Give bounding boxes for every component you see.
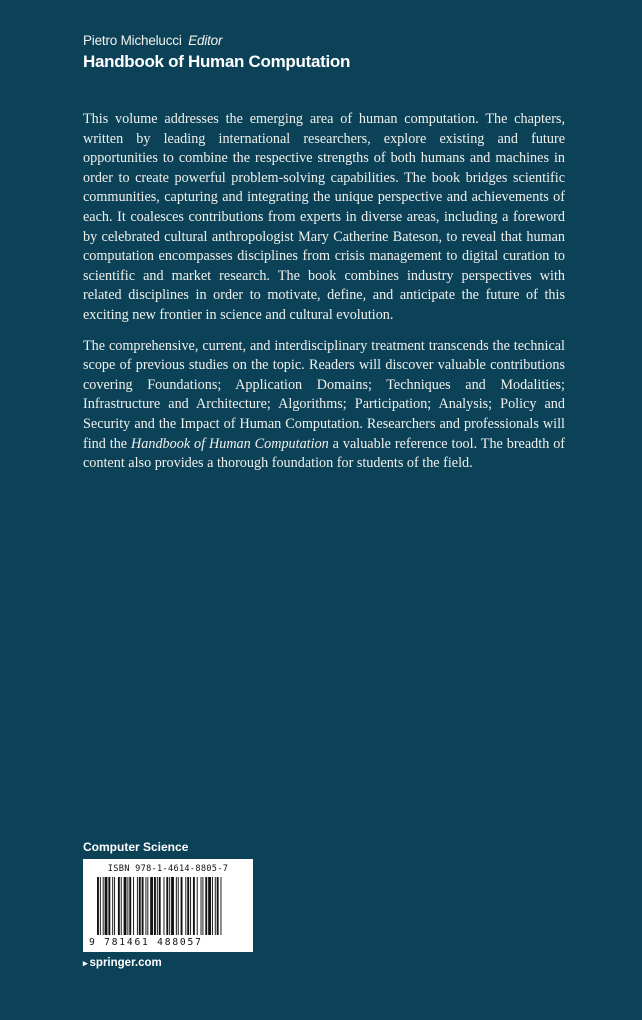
description-paragraph-1: This volume addresses the emerging area of human computation. The chapters, written by leading international researchers, explore existing and future opportunities to combine the respective strengths of both humans and machines in order to create powerful problem-solving capabilities. The book bridges scientific communities, capturing and integrating the unique perspective and achievements of each. It coalesces contributions from experts in diverse areas, including a foreword by celebrated cultural anthropologist Mary Catherine Bateson, to reveal that human computation encompasses disciplines from crisis management to digital curation to scientific and market research. The book combines industry perspectives with related disciplines in order to motivate, define, and anticipate the future of this exciting new frontier in science and cultural evolution.	[83, 111, 565, 323]
barcode-bar	[142, 877, 144, 935]
barcode-bar	[108, 877, 110, 935]
barcode-bar	[157, 877, 158, 935]
barcode-bar	[169, 877, 170, 935]
barcode-bar	[185, 877, 186, 935]
author-role: Editor	[188, 33, 223, 48]
barcode-bar	[208, 877, 211, 935]
barcode-bar	[145, 877, 146, 935]
barcode-bar	[129, 877, 131, 935]
barcode-bar	[112, 877, 113, 935]
barcode-bar	[137, 877, 138, 935]
barcode-bar	[105, 877, 108, 935]
barcode-bar	[124, 877, 127, 935]
barcode-bar	[187, 877, 189, 935]
barcode-bar	[176, 877, 177, 935]
publisher-link[interactable]	[83, 957, 162, 969]
barcode-bar	[97, 877, 99, 935]
barcode-bar	[197, 877, 198, 935]
barcode-bar	[171, 877, 174, 935]
barcode-bar	[221, 877, 222, 935]
barcode-bar	[127, 877, 128, 935]
barcode-bar	[114, 877, 115, 935]
publisher-url: springer.com	[89, 957, 162, 969]
subject-category: Computer Science	[83, 840, 189, 854]
book-title-italic: Handbook of Human Computation	[131, 435, 329, 452]
barcode-bar	[212, 877, 213, 935]
barcode-bar	[150, 877, 153, 935]
paragraph-2-text-start: The comprehensive, current, and interdisciplinary treatment transcends the technical scope of previous studies on the topic. Readers will discover valuable contributions covering Foundations; Application Domains; Techniques and Modalities; Infrastructure and Architecture; Algorithms; Participation; Analysis; Policy and Security and the Impact of Human Computation. Researchers and professionals will find the	[83, 337, 565, 452]
book-description	[83, 110, 565, 485]
barcode-bar	[121, 877, 122, 935]
barcode-bar	[201, 877, 202, 935]
barcode-bar	[181, 877, 183, 935]
barcode-bar	[166, 877, 168, 935]
barcode-bar	[205, 877, 207, 935]
description-paragraph-2	[83, 337, 565, 474]
barcode-bar	[159, 877, 161, 935]
isbn-barcode	[83, 859, 253, 952]
barcode-bar	[190, 877, 191, 935]
barcode-bar	[217, 877, 219, 935]
paragraph-2-text-end: a valuable reference tool. The breadth of content also provides a thorough foundation for students of the field.	[83, 435, 566, 472]
barcode-bar	[147, 877, 148, 935]
barcode-bar	[103, 877, 104, 935]
barcode-bar	[133, 877, 134, 935]
cover-header	[83, 33, 350, 72]
barcode-digits: 9 781461 488057	[89, 937, 203, 948]
barcode-bar	[178, 877, 179, 935]
barcode-bar	[164, 877, 165, 935]
book-title: Handbook of Human Computation	[83, 52, 351, 71]
arrow-icon: ▸	[83, 958, 88, 968]
barcode-bar	[215, 877, 216, 935]
isbn-label: ISBN 978-1-4614-8805-7	[107, 864, 229, 874]
editor-line	[83, 33, 350, 48]
barcode-bar	[202, 877, 203, 935]
barcode-bar	[139, 877, 141, 935]
barcode-bar	[100, 877, 101, 935]
barcode-bar	[118, 877, 120, 935]
barcode-bar	[154, 877, 156, 935]
barcode-bar	[193, 877, 195, 935]
author-name: Pietro Michelucci	[83, 33, 182, 48]
